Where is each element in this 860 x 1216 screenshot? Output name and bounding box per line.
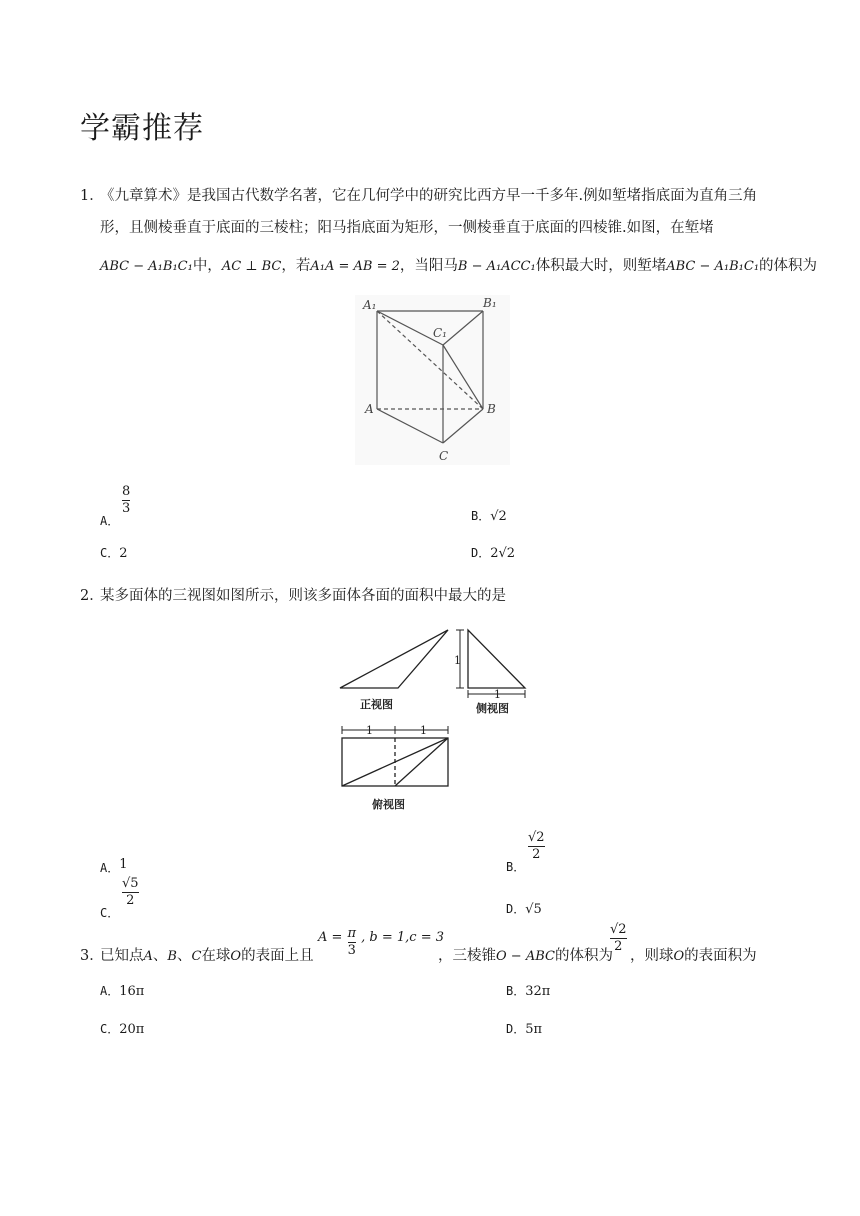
q3-text-2: ，三棱锥O − ABC的体积为 (438, 948, 613, 964)
q1-text-line1: 《九章算术》是我国古代数学名著，它在几何学中的研究比西方早一千多年.例如堑堵指底面为直角三角 (100, 188, 758, 204)
q2-option-a[interactable]: A．1 (100, 857, 128, 875)
q2-option-b[interactable]: B． √2 2 (506, 830, 545, 874)
q3-condition: $^{A =}$ $\frac{\pi}{3}$ $^{, b = 1,c = 3}$ (318, 926, 445, 958)
top-dim-label-1: 1 (366, 724, 373, 737)
q1-option-d[interactable]: D．2√2 (471, 546, 516, 561)
q1-math-perp: AC ⊥ BC (221, 259, 282, 274)
q1-option-a-fraction: 8 3 (122, 484, 131, 516)
q1-number: 1． (80, 188, 104, 204)
page-title: 学霸推荐 (80, 111, 204, 146)
side-dim-label: 1 (494, 688, 501, 701)
q1-math-prism-2: ABC − A₁B₁C₁ (666, 259, 760, 274)
q3-text-3: ，则球O的表面积为 (630, 948, 757, 964)
q1-prism-figure (355, 295, 510, 465)
label-a: A (365, 402, 374, 416)
label-b1: B₁ (483, 296, 497, 310)
q3-number: 3． (80, 948, 104, 964)
q1-math-equal: A₁A = AB = 2 (310, 259, 400, 274)
height-dim-label: 1 (454, 654, 461, 667)
q1-text-line2: 形，且侧棱垂直于底面的三棱柱；阳马指底面为矩形，一侧棱垂直于底面的四棱锥.如图，在堑堵 (100, 220, 714, 236)
q2-option-b-fraction: √2 2 (528, 830, 545, 862)
q1-math-prism: ABC − A₁B₁C₁ (100, 259, 193, 274)
label-a1: A₁ (363, 298, 377, 312)
q1-option-b[interactable]: B．√2 (471, 509, 507, 524)
top-view-label: 俯视图 (372, 798, 405, 811)
side-view-shape (468, 630, 525, 688)
q1-option-c[interactable]: C．2 (100, 546, 128, 561)
q1-text-line3: ABC − A₁B₁C₁中，AC ⊥ BC，若A₁A = AB = 2，当阳马B − A₁ACC₁体积最大时，则堑堵ABC − A₁B₁C₁的体积为 (100, 258, 818, 274)
q2-option-c-fraction: √5 2 (122, 876, 139, 908)
q3-text: 已知点A、B、C在球O的表面上且 (100, 948, 314, 964)
label-c1: C₁ (433, 326, 447, 340)
q2-number: 2． (80, 588, 104, 604)
q2-option-d[interactable]: D．√5 (506, 902, 542, 917)
q2-option-c[interactable]: C． √5 2 (100, 876, 139, 920)
q3-option-b[interactable]: B．32π (506, 984, 551, 999)
q3-condition-fraction: $\frac{\pi}{3}$ (347, 926, 357, 958)
q3-volume-fraction: $\frac{√2}{2}$ (610, 922, 627, 954)
front-view-shape (340, 630, 448, 688)
q3-option-d[interactable]: D．5π (506, 1022, 543, 1037)
q1-math-pyramid: B − A₁ACC₁ (457, 259, 536, 274)
q1-option-a[interactable]: A． 8 3 (100, 484, 131, 528)
label-b: B (487, 402, 496, 416)
q2-three-view-figure (330, 626, 535, 816)
side-view-label: 侧视图 (476, 702, 509, 715)
q2-text: 某多面体的三视图如图所示，则该多面体各面的面积中最大的是 (100, 588, 506, 604)
top-dim-label-2: 1 (420, 724, 427, 737)
label-c: C (439, 449, 449, 463)
q3-option-a[interactable]: A．16π (100, 984, 145, 999)
front-view-label: 正视图 (360, 698, 393, 711)
q3-option-c[interactable]: C．20π (100, 1022, 145, 1037)
